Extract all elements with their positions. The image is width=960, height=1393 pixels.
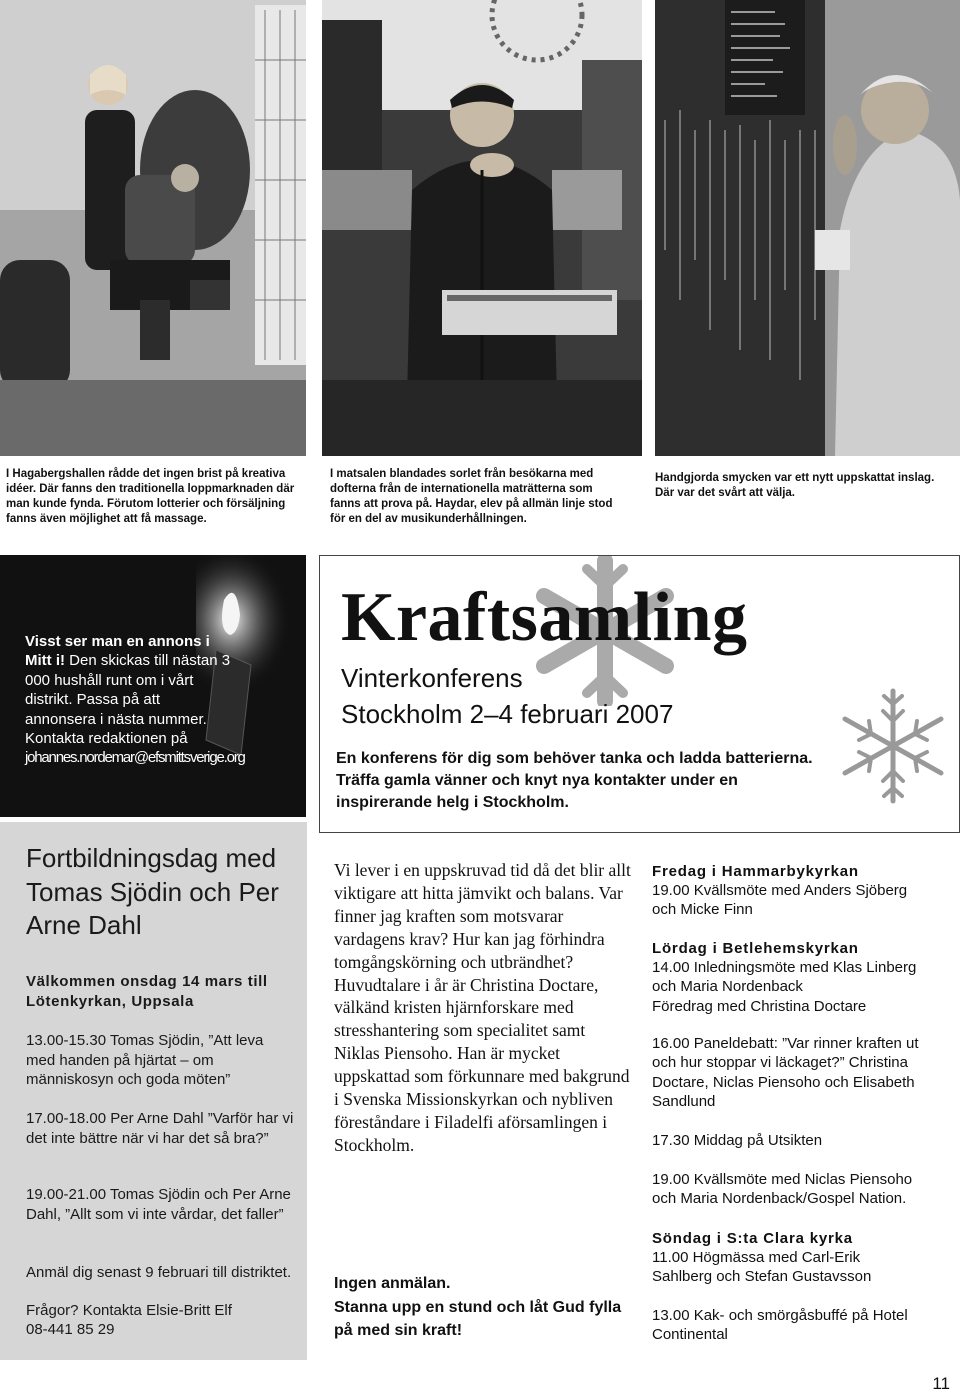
schedule-item: 19.00 Kvällsmöte med Niclas Piensoho och Maria Nordenback/Gospel Nation.	[652, 1171, 913, 1208]
schedule-item: 14.00 Inledningsmöte med Klas Linberg och Maria Nordenback	[652, 959, 917, 996]
conference-body-text: Vi lever i en uppskruvad tid då det blir allt viktigare att hitta jämvikt och balans. Var finner jag kraften som motsvarar vardagens krav? Hur kan jag förhindra tomgångskörning och utbrändhet? Huvudtalare i år är Christina Doctare, välkänd kristen hjärnforskare med stresshantering som specialitet samt Niklas Piensoho. Han är mycket uppskattad som förkunnare med bakgrund i Svenska Missionskyrkan och nybliven föreståndare i Filadelfi aförsamlingen i Stockholm.	[334, 860, 631, 1155]
caption-musician: I matsalen blandades sorlet från besökarna med dofterna från de internationella maträtterna som fanns att prova på. Haydar, elev på allmän linje stod för en del av musikunderhållningen.	[330, 468, 613, 525]
schedule-item: 17.30 Middag på Utsikten	[652, 1132, 823, 1149]
conference-subtitle: Vinterkonferens	[341, 663, 523, 693]
fortbildning-contact: Frågor? Kontakta Elsie-Britt Elf	[26, 1302, 232, 1319]
schedule-saturday-heading: Lördag i Betlehemskyrkan	[652, 940, 859, 957]
fortbildning-welcome: Välkommen onsdag 14 mars till Lötenkyrkan, Uppsala	[26, 973, 268, 1010]
conference-location-date: Stockholm 2–4 februari 2007	[341, 699, 674, 729]
photo-musician	[322, 0, 642, 456]
page-number: 11	[932, 1374, 950, 1393]
advertisement-text	[25, 632, 245, 768]
schedule-friday-heading: Fredag i Hammarbykyrkan	[652, 863, 859, 880]
caption-jewelry: Handgjorda smycken var ett nytt uppskattat inslag. Där var det svårt att välja.	[655, 472, 935, 499]
schedule-item: 19.00 Kvällsmöte med Anders Sjöberg och Micke Finn	[652, 882, 908, 919]
photo-jewelry	[655, 0, 960, 456]
fortbildning-item: 13.00-15.30 Tomas Sjödin, ”Att leva med handen på hjärtat – om människosyn och goda möten”	[26, 1032, 264, 1089]
advertisement-email[interactable]: johannes.nordemar@efsmittsverige.org	[25, 749, 245, 767]
conference-description: En konferens för dig som behöver tanka och ladda batterierna. Träffa gamla vänner och knyt nya kontakter under en inspirerande helg i Stockholm.	[336, 750, 813, 811]
fortbildning-phone: 08-441 85 29	[26, 1321, 115, 1338]
advertisement-box	[0, 555, 306, 817]
fortbildning-box	[0, 822, 307, 1360]
photo-massage	[0, 0, 306, 456]
advertisement-lead: Visst ser man en annons i Mitt i!	[25, 633, 210, 670]
caption-massage: I Hagabergshallen rådde det ingen brist på kreativa idéer. Där fanns den traditionella loppmarknaden där man kunde fynda. Förutom lotterier och försäljning fanns även möjlighet att få massage.	[6, 468, 295, 525]
conference-title: Kraftsamling	[341, 579, 748, 656]
schedule-item: Föredrag med Christina Doctare	[652, 998, 867, 1015]
note-invitation: Stanna upp en stund och låt Gud fylla på med sin kraft!	[334, 1298, 622, 1339]
conference-box	[319, 555, 960, 833]
note-no-registration: Ingen anmälan.	[334, 1275, 451, 1292]
fortbildning-item: 17.00-18.00 Per Arne Dahl ”Varför har vi det inte bättre när vi har det så bra?”	[26, 1110, 294, 1147]
fortbildning-signup: Anmäl dig senast 9 februari till distriktet.	[26, 1264, 292, 1281]
snowflake-icon	[838, 686, 948, 806]
schedule-item: 16.00 Paneldebatt: ”Var rinner kraften ut och hur stoppar vi läckaget?” Christina Doctare, Niclas Piensoho och Elisabeth Sandlund	[652, 1035, 919, 1111]
schedule-sunday-heading: Söndag i S:ta Clara kyrka	[652, 1230, 853, 1247]
fortbildning-item: 19.00-21.00 Tomas Sjödin och Per Arne Dahl, ”Allt som vi inte vårdar, det faller”	[26, 1186, 291, 1223]
advertisement-body: Den skickas till nästan 3 000 hushåll runt om i vårt distrikt. Passa på att annonsera i nästa nummer. Kontakta redaktionen på	[25, 652, 231, 748]
conference-note	[334, 1272, 634, 1343]
schedule-item: 13.00 Kak- och smörgåsbuffé på Hotel Continental	[652, 1307, 908, 1344]
schedule-item: 11.00 Högmässa med Carl-Erik Sahlberg och Stefan Gustavsson	[652, 1249, 872, 1286]
fortbildning-title: Fortbildningsdag med Tomas Sjödin och Per Arne Dahl	[26, 843, 279, 940]
